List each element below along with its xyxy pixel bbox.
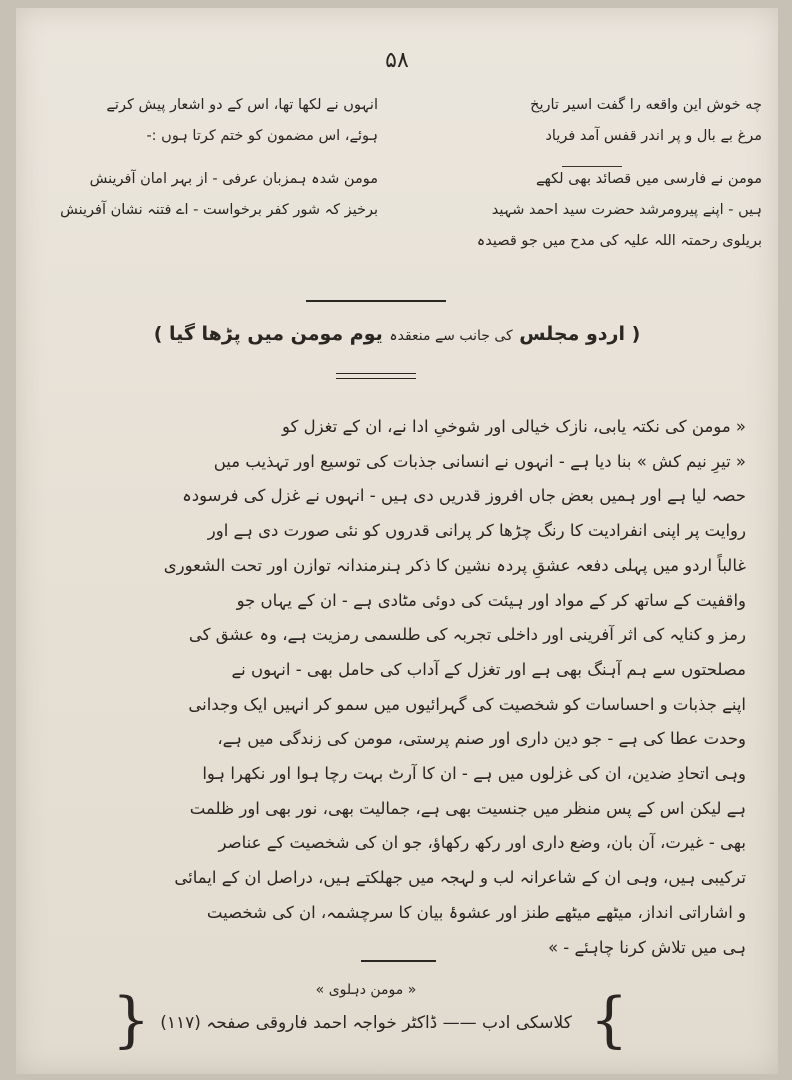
passage-line: حصہ لیا ہے اور ہمیں بعض جاں افروز قدریں دی ہیں - انہوں نے غزل کی فرسودہ xyxy=(182,486,746,506)
quoted-passage xyxy=(46,410,746,965)
passage-line: وحدت عطا کی ہے - جو دین داری اور صنم پرستی، مومن کی زندگی میں ہے، xyxy=(217,729,746,749)
section-rule-mid-1 xyxy=(336,373,416,374)
passage-line: غالباً اردو میں پہلی دفعہ عشقِ پردہ نشین کا ذکر ہنرمندانہ توازن اور تحت الشعوری xyxy=(163,555,746,575)
right-brace: } xyxy=(112,985,151,1055)
page-number: ۵۸ xyxy=(385,48,409,73)
prose-left-line-2: ہوئے، اس مضمون کو ختم کرتا ہوں :- xyxy=(146,128,378,144)
prose-right-line-2: ہیں - اپنے پیرومرشد حضرت سید احمد شہید xyxy=(491,202,762,218)
poem-right-line-2: مرغ بے بال و پر اندر قفس آمد فریاد xyxy=(545,128,762,144)
section-rule-mid-2 xyxy=(336,378,416,379)
left-column xyxy=(26,90,378,226)
passage-line: وہی اتحادِ ضدین، ان کی غزلوں میں ہے - ان کا آرٹ بہت رچا ہوا اور نکھرا ہوا xyxy=(202,764,746,784)
passage-line: ہے لیکن اس کے پس منظر میں جنسیت بھی ہے، جمالیت بھی، نور بھی اور ظلمت xyxy=(189,798,746,818)
heading-middle: کی جانب سے منعقدہ xyxy=(389,328,513,344)
passage-line: مصلحتوں سے ہم آہنگ بھی ہے اور تغزل کے آداب کی حامل بھی - انہوں نے xyxy=(231,659,746,679)
passage-line: « تیرِ نیم کش » بنا دیا ہے - انہوں نے انسانی جذبات کی توسیع اور تہذیب میں xyxy=(213,451,746,471)
passage-line: ترکیبی ہیں، وہی ان کے شاعرانہ لب و لہجہ میں جھلکتے ہیں، دراصل ان کے ایمائی xyxy=(174,868,746,888)
left-brace: { xyxy=(590,985,629,1055)
book-page xyxy=(16,8,778,1074)
citation-rule xyxy=(361,960,436,962)
poem-left-line-1: مومن شدہ ہمزبان عرفی - از بہر امان آفرینش xyxy=(89,171,378,187)
passage-line: « مومن کی نکتہ یابی، نازک خیالی اور شوخیِ ادا نے، ان کے تغزل کو xyxy=(281,417,746,436)
passage-line: بھی - غیرت، آن بان، وضع داری اور رکھ رکھاؤ، جو ان کی شخصیت کے عناصر xyxy=(218,833,746,853)
heading-open: ( اردو مجلس xyxy=(512,323,641,345)
section-heading xyxy=(16,323,778,345)
passage-line: روایت پر اپنی انفرادیت کا رنگ چڑھا کر پرانی قدروں کو نئی صورت دی ہے اور xyxy=(207,521,746,541)
verse-divider xyxy=(562,166,622,167)
prose-left-line-1: انہوں نے لکھا تھا، اس کے دو اشعار پیش کرتے xyxy=(106,97,378,113)
section-rule-top xyxy=(306,300,446,302)
prose-right-line-1: مومن نے فارسی میں قصائد بھی لکھے xyxy=(536,171,762,187)
right-column xyxy=(392,90,762,257)
poem-right-line-1: چه خوش این واقعه را گفت اسیر تاریخ xyxy=(530,97,762,113)
heading-close: یوم مومن میں پڑھا گیا ) xyxy=(153,323,390,345)
passage-line: و اشاراتی انداز، میٹھے میٹھے طنز اور عشوۂ بیان کا سرچشمہ، ان کی شخصیت xyxy=(206,902,746,922)
poem-left-line-2: برخیز کہ شور کفر برخواست - اے فتنہ نشان آفرینش xyxy=(60,202,378,218)
prose-right-line-3: بریلوی رحمتہ اللہ علیہ کی مدح میں جو قصیدہ xyxy=(476,233,762,249)
citation-title: « مومن دہلوی » xyxy=(315,982,417,998)
passage-line: واقفیت کے ساتھ کر کے مواد اور ہیئت کی دوئی مٹادی ہے - ان کے یہاں جو xyxy=(236,590,746,610)
passage-line: رمز و کنایہ کی اثر آفرینی اور داخلی تجربہ کی طلسمی رمزیت ہے، وہ عشق کی xyxy=(188,625,746,645)
passage-line: ہی میں تلاش کرنا چاہئے - » xyxy=(547,937,746,957)
passage-line: اپنے جذبات و احساسات کو شخصیت کی گہرائیوں میں سمو کر انہیں ایک وجدانی xyxy=(188,694,746,714)
citation-source: کلاسکی ادب —— ڈاکٹر خواجہ احمد فاروقی صفحہ (١١٧) xyxy=(160,1013,572,1033)
